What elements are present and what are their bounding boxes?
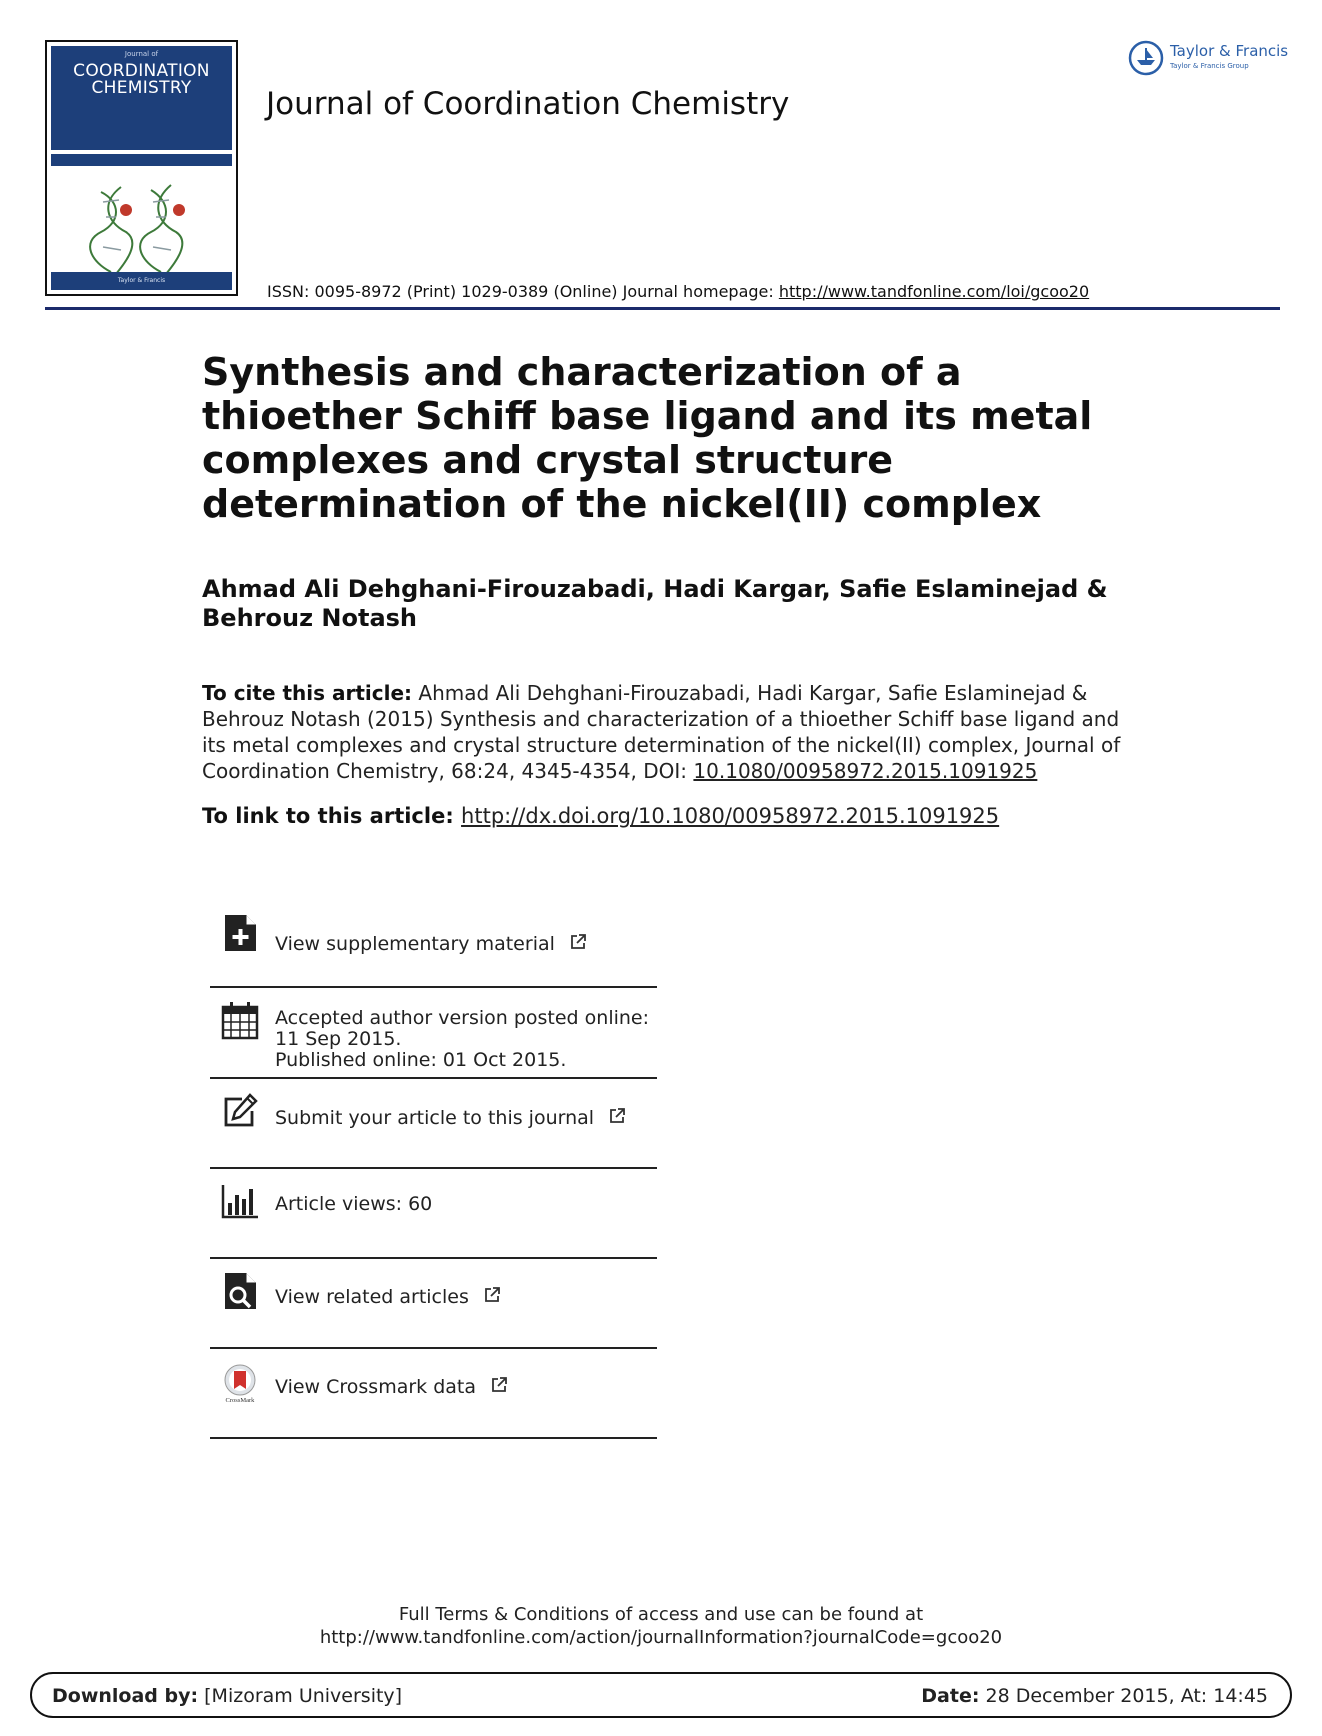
cover-publisher-text: Taylor & Francis (117, 277, 166, 284)
article-authors: Ahmad Ali Dehghani-Firouzabadi, Hadi Kargar, Safie Eslaminejad & Behrouz Notash (202, 575, 1108, 632)
publisher-logo (1128, 38, 1288, 78)
supplementary-material-item[interactable] (210, 903, 657, 988)
published-date-text: Published online: 01 Oct 2015. (275, 1049, 567, 1071)
accepted-date-text: Accepted author version posted online: 11 Sep 2015. (275, 1007, 650, 1050)
article-actions-list (210, 903, 657, 1439)
terms-line1: Full Terms & Conditions of access and use can be found at (398, 1604, 924, 1625)
related-articles-text: View related articles (275, 1286, 469, 1308)
edit-icon (220, 1091, 260, 1131)
download-value: [Mizoram University] (198, 1685, 403, 1707)
submit-article-label (275, 1107, 655, 1129)
bar-chart-icon (220, 1181, 260, 1221)
header-rule (45, 307, 1280, 310)
issn-line (267, 282, 1089, 301)
article-title: Synthesis and characterization of a thioether Schiff base ligand and its metal complexes and crystal structure determination of the nickel(II) complex (202, 350, 1093, 526)
external-link-icon (608, 1107, 626, 1125)
download-date (921, 1685, 1268, 1707)
article-link-line (202, 804, 999, 828)
download-footer (30, 1672, 1292, 1718)
external-link-icon (483, 1286, 501, 1304)
external-link-icon (490, 1376, 508, 1394)
article-views-text: Article views: 60 (275, 1193, 433, 1215)
crossmark-text: View Crossmark data (275, 1376, 477, 1398)
terms-url-link[interactable]: http://www.tandfonline.com/action/journalInformation?journalCode=gcoo20 (319, 1627, 1003, 1648)
article-link-label: To link to this article: (202, 804, 462, 828)
terms-conditions (0, 1603, 1322, 1649)
crossmark-icon (220, 1363, 260, 1403)
publisher-name: Taylor & Francis (1170, 42, 1289, 60)
add-document-icon (220, 913, 260, 953)
submit-article-item[interactable] (210, 1079, 657, 1169)
publication-dates-item (210, 988, 657, 1079)
download-info (52, 1685, 402, 1707)
crossmark-caption: CrossMark (225, 1397, 255, 1403)
document-search-icon (220, 1271, 260, 1311)
publisher-group: Taylor & Francis Group (1170, 62, 1249, 70)
article-views-item (210, 1169, 657, 1259)
cover-title-line1: COORDINATION (73, 61, 210, 81)
cover-publisher-strip (51, 272, 232, 290)
related-articles-label (275, 1286, 655, 1308)
journal-homepage-link[interactable]: http://www.tandfonline.com/loi/gcoo20 (778, 282, 1090, 301)
publication-dates-text (275, 1008, 655, 1071)
article-doi-url-link[interactable]: http://dx.doi.org/10.1080/00958972.2015.1091925 (461, 804, 1000, 828)
date-label: Date: (921, 1685, 980, 1707)
crossmark-item[interactable] (210, 1349, 657, 1439)
journal-title: Journal of Coordination Chemistry (266, 86, 790, 122)
external-link-icon (569, 933, 587, 951)
publisher-logo-icon (1128, 40, 1164, 76)
supplementary-material-label (275, 933, 655, 955)
citation-doi-link[interactable]: 10.1080/00958972.2015.1091925 (693, 759, 1038, 783)
citation-text: Ahmad Ali Dehghani-Firouzabadi, Hadi Kargar, Safie Eslaminejad & Behrouz Notash (2015) Synthesis and characterization of a thioether Schiff base ligand and its metal complexes and crystal structure determination of the nickel(II) complex, Journal of Coordination Chemistry, 68:24, 4345-4354, DOI: (202, 681, 1121, 783)
calendar-icon (220, 1000, 260, 1040)
cover-small-text: Journal of (124, 50, 159, 58)
submit-article-text: Submit your article to this journal (275, 1107, 595, 1129)
issn-text: ISSN: 0095-8972 (Print) 1029-0389 (Online) Journal homepage: (267, 282, 779, 301)
citation-block (202, 680, 1122, 784)
supplementary-material-text: View supplementary material (275, 933, 555, 955)
citation-label: To cite this article: (202, 681, 413, 705)
cover-molecule-image (81, 162, 201, 282)
journal-cover (45, 40, 238, 296)
date-value: 28 December 2015, At: 14:45 (979, 1685, 1268, 1707)
cover-title-band (51, 46, 232, 150)
related-articles-item[interactable] (210, 1259, 657, 1349)
download-label: Download by: (52, 1685, 199, 1707)
crossmark-label (275, 1376, 655, 1398)
cover-title-line2: CHEMISTRY (91, 78, 192, 98)
